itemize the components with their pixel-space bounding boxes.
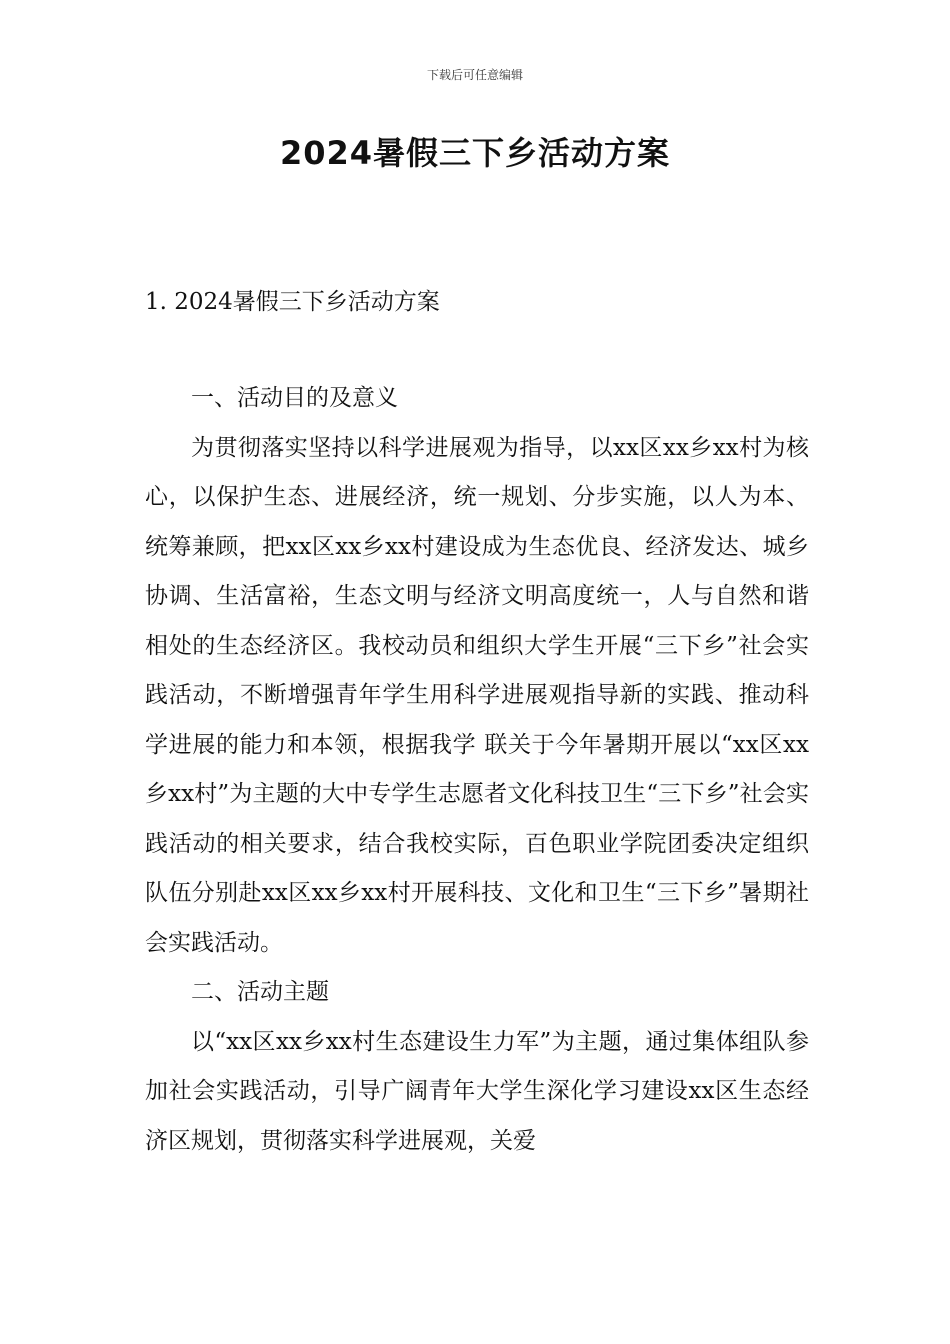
section-title: 1. 2024暑假三下乡活动方案 [145, 289, 440, 315]
heading-purpose: 一、活动目的及意义 [191, 385, 398, 411]
document-title: 2024暑假三下乡活动方案 [279, 134, 671, 172]
paragraph-theme: 以“xx区xx乡xx村生态建设生力军”为主题，通过集体组队参加社会实践活动，引导广阔青年大学生深化学习建设xx区生态经济区规划，贯彻落实科学进展观，关爱 [145, 1028, 809, 1154]
heading-theme: 二、活动主题 [191, 979, 329, 1005]
document-body [145, 374, 809, 1166]
header-note: 下载后可任意编辑 [426, 68, 523, 82]
paragraph-purpose: 为贯彻落实坚持以科学进展观为指导，以xx区xx乡xx村为核心，以保护生态、进展经济，统一规划、分步实施，以人为本、统筹兼顾，把xx区xx乡xx村建设成为生态优良、经济发达、城乡协调、生活富裕，生态文明与经济文明高度统一，人与自然和谐相处的生态经济区。我校动员和组织大学生开展“三下乡”社会实践活动，不断增强青年学生用科学进展观指导新的实践、推动科学进展的能力和本领，根据我学 联关于今年暑期开展以“xx区xx乡xx村”为主题的大中专学生志愿者文化科技卫生“三下乡”社会实践活动的相关要求，结合我校实际，百色职业学院团委决定组织队伍分别赴xx区xx乡xx村开展科技、文化和卫生“三下乡”暑期社会实践活动。 [145, 434, 809, 956]
